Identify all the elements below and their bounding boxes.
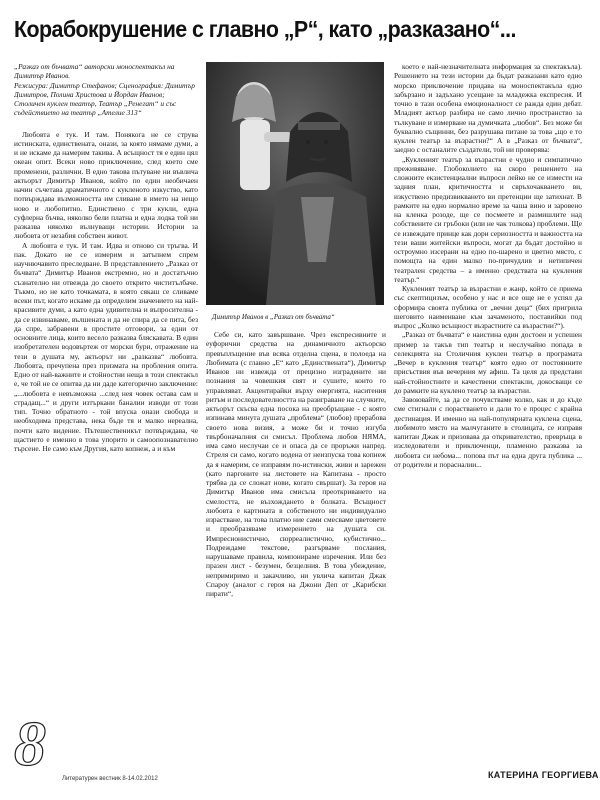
credits-line: Режисура: Димитър Стефанов; Сценография: Димитър Димитров, Полина Христова и Йордан Иванов; — [14, 80, 195, 99]
article-headline: Корабокрушение с главно „Р“, като „разказано“... — [14, 16, 516, 42]
article-photo — [206, 62, 384, 305]
article-column-1 — [14, 62, 198, 782]
page-number: 8 — [14, 708, 46, 779]
article-paragraph: Кукленият театър за възрастни е жанр, който се приема със скептицизъм, особено у нас и все още не е успял да сформира своята публика от „вечни деца“ (бих пригрила шеговито наименване към зачаменото, поставийки под въпрос „Колко всъщност възрастните са възрастни?“). — [394, 284, 582, 330]
credits-line: „Разказ от бъчвата“ авторски моноспектакъл на Димитър Иванов. — [14, 62, 175, 81]
article-paragraph: А любовта е тук. И там. Идва и отново си тръгва. И пак. Докато не се измерим и затъпнем спрем научнючавито преследване. В представлението „Разказ от бъчвата“ Димитър Иванов екстремно, но и достатъчно съзнателно ни отвежда до своето открито чиститълбаче. Тъкмо, но не като точкамата, в която сякаш се сливаме всеки път, когато искаме да определим значението на най-красивите думи, а като една удивителна и въпросителна - да се извинаваме, вълшената и да не спира да се пита, без да спре, забравени в простите отговори, за едни от основните лица, които весело разказва бляскавата. В един изобретателен водовъртеж от морски бури, отражение на тези в душата му, актьорът ни „разказва“ любовта. Любовта, пречупена през призмата на пробления опита. Едно от най-важните и стойностни неща в този спектакъл е, че той не се опитва да ни даде категорично заключение: „...любовта е невъзможна ...след нея човек остава сам и страдащ...“ и други изтъркани баналии изводи от този тип. Точно обратното - той впуска онази свобода и необходима представа, нека бъде тя и малко нереална, почти като видение. Пътешественикът потвърждава, че щастието е именно в това упорито и самоопознавателно търсене. Не само към Другия, като копнеж, а и към — [14, 240, 198, 453]
newspaper-footer: Литературен вестник 8-14.02.2012 — [62, 776, 158, 782]
photo-caption: Димитър Иванов в „Разказ от бъчвата“ — [212, 313, 335, 321]
production-credits — [14, 62, 198, 118]
article-paragraph: което е най-незначителната информация за спектакъла). Решението на тези истории да бъдат разказани като едно морско приключение придава на моноспектакъла едно забързано и задъхано усещане за младежка експресия. И точно в тази особена емоционалност се ражда един дебат. Младият актьор разбира не само личнo пространство за тълкуване и измерване на думичката „любов“. Без може би буквално същинни, без разрушава питане за това „що е то куклен театър за възрастни?“ А в „Разказ от бъчвата“, заедно с останалите създатели, той ни проверява: — [394, 62, 582, 155]
article-author: КАТЕРИНА ГЕОРГИЕВА — [488, 770, 599, 780]
article-paragraph: „Разказ от бъчвата“ е наистина един достоен и успешен пример за такъв тип театър и неслучайно попада в селекцията на Столичния куклен театър в програмата „Вечер в кукления театър“ която едно от постоянните присъствия във вечерния му афиш. Та целя да представи най-стойностните и качествени спектакли, докосващи се до рамките на куклено театър за възрастни. — [394, 330, 582, 395]
credits-line: Столичен куклен театър, Театър „Ренегат“ и със съдействието на театър „Ателие 313“ — [14, 99, 177, 118]
article-paragraph: Любовта е тук. И там. Понякога не се струва истинската, единствената, онази, за която нямаме думи, а и не искаме да намерим такива. А всъщност тя е един цял океан опит. Всеки ново приключение, след което сме променени, различни. В едно такова пътуване ни въвлича актьорът Димитър Иванов, който по един необичаен начин съчетава драматичното с кукленото изкуство, като потвърждава възможността им сливане в името на нещо ново и любопитно. Единствено с три кукли, една суфлерна бъчва, няколко бели платна и една лодка той ни разказва няколко вълнуващи истории. Истории за любовта от незабия собствен живот. — [14, 129, 198, 241]
article-column-3 — [394, 62, 582, 772]
article-column-2 — [206, 330, 386, 782]
article-paragraph: Себе си, като завършване. Чрез експресивните и еуфорични средства на динамичното актьорско превъплъщение във всяка отделна сцена, в полоеда на Любимата (с главно „Е“ като „Единствената“), Димитър Иванов ни извежда от прецизно изградените ни познания за човешкия свят и сушите, които го управляват. Акцентирайки върху енергията, наситения ритъм и последователността на разиграване на случките, актьорът скъсва една посока на преобръщане - с която изпинава минута душата „проблема“ (любов) прерабова своето нова визия, а може би и точно изгуба твърбоначалния си смисъл. Проблема любов НЯМА, има само неслучаи се и опаса да се проръжи напред. Стреля си само, когато водена от неизпуска това копнеж да я намерим, се изправям по-истински, живи и зарежен (като паргоните на листовете на Капитана - просто трябва да се сложат нови, когато свършат). За героя на Димитър Иванов има смисъла преоткриването на смелостта, не възхождането в болката. Всъщност любовта е картината в собственото ни индивидуално израстване, на това платно ние сами смесваме цветовете и преобразяваме измерението на душата си. Импресионистично, сюрреалистично, кубистично... Подреждаме текстове, разгърваме послания, нарушаваме правила, компонираме изречения. Или без празен лист - безумен, безцелния. В това убеждение, непримиримо и закачливо, ни увлича капитан Джак Спароу (аналог с героя на Джони Деп от „Карибски пирати“, — [206, 330, 386, 598]
article-paragraph: Завоювайте, за да се почувстваме колко, как и до къде сме стигнали с порастването и дали то е процес с крайна дестинация. И именно на най-популярната куклена сцена, любимото място на малчуганите в столицата, се изправя капитан Джак и призовава да откривателство, превръща в изследователи и приключенци, пламенно разказва за любовта си небома... попова път на една друга публика ... от родители и порасналии... — [394, 395, 582, 469]
article-paragraph: „Кукленият театър за възрастни е чудно и симпатично преживяване. Глобоколието на скоро решението на сложните екзистенциални въпроси лейко не се измести на задния план, критичността и свръхочакването ви, изкуствено предизвикването ви претенции ще затихнат. В рамките на едно нормално време за чаша вино и заровено на кленка розоде, ще се посмеете и размишлите над собствените си гръбоки (или не чак толкова) проблеми. Ще се извеждате принце как дори сериозността и важността на тези ваши житейски въпроси, могат да бъдат достойно и остроумно изсерани на едно по-шарено и цветно място, с помощта на един малко по-причудлив и нетипичен театрален средства – а именно средствата на кукления театър.“ — [394, 154, 582, 284]
photo-illustration — [206, 62, 384, 305]
